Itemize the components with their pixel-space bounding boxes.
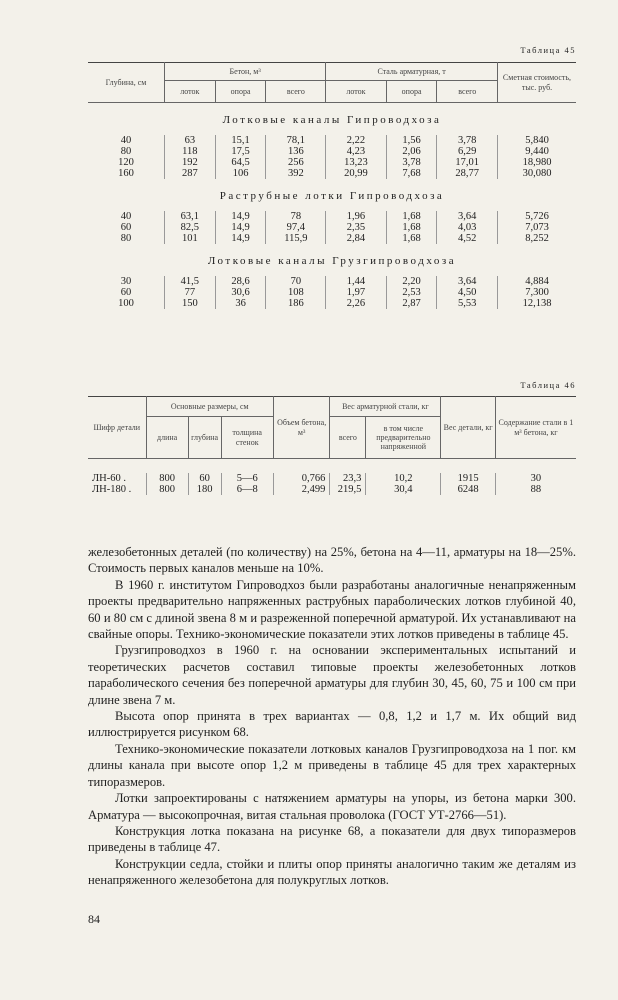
table-cell: 30,4: [366, 484, 441, 495]
table-cell: 7,68: [386, 168, 437, 179]
table-end-spacer: [88, 495, 576, 505]
table-cell: 2,06: [386, 146, 437, 157]
table-cell: 64,5: [215, 157, 266, 168]
paragraph: Технико-экономические показатели лотковых каналов Грузгипроводхоза на 1 пог. км длины канала при высоте опор 1,2 м приведены в таблице 45 для трех характерных типоразмеров.: [88, 741, 576, 789]
table-cell: 800: [146, 473, 188, 484]
table-cell: 7,073: [498, 222, 577, 233]
table-cell: 115,9: [266, 233, 326, 244]
table-cell: 12,138: [498, 298, 577, 309]
table-cell: 3,78: [437, 135, 498, 146]
table-cell: 70: [266, 276, 326, 287]
table-row: [88, 146, 576, 157]
table-cell: 97,4: [266, 222, 326, 233]
table-row: [88, 298, 576, 309]
header-concrete-total: всего: [266, 81, 326, 103]
header-steel-total: всего: [437, 81, 498, 103]
table-cell: 2,20: [386, 276, 437, 287]
table-row: [88, 287, 576, 298]
table-cell: 120: [118, 157, 134, 168]
paragraph: Конструкция лотка показана на рисунке 68, а показатели для двух типоразмеров приведены в таблице 47.: [88, 823, 576, 855]
table-cell: 18,980: [498, 157, 577, 168]
header-volume: Объем бетона, м³: [273, 397, 330, 459]
table-cell: 108: [266, 287, 326, 298]
spacer-row: [88, 459, 576, 474]
table-cell: 2,53: [386, 287, 437, 298]
header-steel-opora: опора: [386, 81, 437, 103]
table-cell: 2,499: [273, 484, 330, 495]
table-cell: 1,68: [386, 222, 437, 233]
table-cell: 5,840: [498, 135, 577, 146]
table-cell: 287: [165, 168, 216, 179]
table-cell: 28,6: [215, 276, 266, 287]
body-text: [88, 544, 576, 889]
table-row: [88, 473, 576, 484]
table-cell: 192: [165, 157, 216, 168]
table-cell: 3,78: [386, 157, 437, 168]
header-part-weight: Вес детали, кг: [441, 397, 495, 459]
table-cell: 6,29: [437, 146, 498, 157]
table-cell: 9,440: [498, 146, 577, 157]
spacer-cell: [88, 459, 576, 474]
table-cell: 101: [165, 233, 216, 244]
paragraph: Высота опор принята в трех вариантах — 0,8, 1,2 и 1,7 м. Их общий вид иллюстрируется рисунком 68.: [88, 709, 576, 740]
header-depth: Глубина, см: [88, 63, 165, 103]
table-row: [88, 484, 576, 495]
table-cell: 10,2: [366, 473, 441, 484]
section-title-row: [88, 244, 576, 276]
table-cell: 2,26: [326, 298, 386, 309]
table-cell: 14,9: [215, 222, 266, 233]
table-cell: 5,726: [498, 211, 577, 222]
table-cell: 180: [188, 484, 221, 495]
table-cell: 256: [266, 157, 326, 168]
section-title: Раструбные лотки Гипроводхоза: [219, 190, 445, 202]
table-cell: ЛН-60 .: [92, 473, 126, 484]
table-46: [88, 396, 576, 505]
table-45: [88, 62, 576, 319]
header-rebar-weight: Вес арматурной стали, кг: [330, 397, 441, 417]
section-title: Лотковые каналы Гипроводхоза: [222, 114, 442, 126]
table-end-row: [88, 309, 576, 319]
table-cell: 40: [120, 135, 132, 146]
table-cell: 4,50: [437, 287, 498, 298]
table-cell: 136: [266, 146, 326, 157]
table-cell: 7,300: [498, 287, 577, 298]
table-cell: 106: [215, 168, 266, 179]
header-concrete: Бетон, м³: [165, 63, 326, 81]
table-cell: 36: [215, 298, 266, 309]
table-cell: 80: [120, 233, 132, 244]
table-cell: 88: [495, 484, 576, 495]
table-cell: 41,5: [165, 276, 216, 287]
table-cell: 160: [118, 168, 134, 179]
table-cell: 30: [120, 276, 132, 287]
header-main-sizes: Основные размеры, см: [146, 397, 273, 417]
table-cell: 800: [146, 484, 188, 495]
table-cell: 20,99: [326, 168, 386, 179]
table-row: [88, 211, 576, 222]
table-cell: 28,77: [437, 168, 498, 179]
table-cell: 13,23: [326, 157, 386, 168]
header-rebar-total: всего: [330, 417, 366, 459]
table-cell: 186: [266, 298, 326, 309]
table-cell: 82,5: [165, 222, 216, 233]
table-cell: 30,6: [215, 287, 266, 298]
header-wall: толщина стенок: [221, 417, 273, 459]
page-number: 84: [88, 912, 100, 926]
paragraph: железобетонных деталей (по количеству) на 25%, бетона на 4—11, арматуры на 18—25%. Стоимость первых каналов меньше на 10%.: [88, 545, 576, 576]
table-cell: 78,1: [266, 135, 326, 146]
header-prestressed: в том числе предварительно напряженной: [366, 417, 441, 459]
table-cell: 17,5: [215, 146, 266, 157]
table-cell: 14,9: [215, 211, 266, 222]
table-cell: 40: [120, 211, 132, 222]
table-cell: 1,68: [386, 233, 437, 244]
table-cell: 2,35: [326, 222, 386, 233]
table-cell: 17,01: [437, 157, 498, 168]
header-concrete-opora: опора: [215, 81, 266, 103]
table-cell: 63,1: [165, 211, 216, 222]
table-cell: 60: [120, 287, 132, 298]
table-cell: 1,96: [326, 211, 386, 222]
table-45-caption: Таблица 45: [520, 45, 576, 55]
table-cell: 1,97: [326, 287, 386, 298]
section-title: Лотковые каналы Грузгипроводхоза: [207, 255, 457, 267]
table-cell: 30,080: [498, 168, 577, 179]
table-cell: 392: [266, 168, 326, 179]
paragraph: Грузгипроводхоз в 1960 г. на основании экспериментальных испытаний и теоретических расчетов составил типовые проекты железобетонных лотков параболического сечения без поперечной арматуры для глубин 30, 45, 60, 75 и 100 см при длине звена 7 м.: [88, 643, 576, 707]
paragraph: Лотки запроектированы с натяжением арматуры на упоры, из бетона марки 300. Арматура — высокопрочная, витая стальная проволока (ГОСТ УТ-2766—51).: [88, 791, 576, 822]
table-46-caption: Таблица 46: [520, 380, 576, 390]
table-cell: 0,766: [273, 473, 330, 484]
table-cell: 4,03: [437, 222, 498, 233]
table-cell: 5,53: [437, 298, 498, 309]
header-steel-content: Содержание стали в 1 м³ бетона, кг: [495, 397, 576, 459]
header-cost: Сметная стоимость, тыс. руб.: [498, 63, 577, 103]
table-cell: 1,56: [386, 135, 437, 146]
table-cell: ЛН-180 .: [92, 484, 132, 495]
table-cell: 3,64: [437, 276, 498, 287]
table-row: [88, 222, 576, 233]
table-cell: 60: [120, 222, 132, 233]
header-code: Шифр детали: [88, 397, 146, 459]
table-cell: 4,884: [498, 276, 577, 287]
table-end-spacer: [88, 309, 576, 319]
table-cell: 63: [165, 135, 216, 146]
table-cell: 4,23: [326, 146, 386, 157]
paragraph: Конструкции седла, стойки и плиты опор приняты аналогично таким же деталям из ненапряженного железобетона для полукруглых лотков.: [88, 856, 576, 888]
section-title-row: [88, 179, 576, 211]
table-cell: 78: [266, 211, 326, 222]
table-cell: 2,22: [326, 135, 386, 146]
table-cell: 1,68: [386, 211, 437, 222]
table-cell: 5—6: [221, 473, 273, 484]
paragraph: В 1960 г. институтом Гипроводхоз были разработаны аналогичные ненапряженным проекты предварительно напряженных раструбных параболических лотков глубиной 40, 60 и 80 см с длиной звена 8 м и разреженной поперечной арматурой. Их устанавливают на свайные опоры. Технико-экономические показатели этих лотков приведены в таблице 45.: [88, 577, 576, 642]
table-end-row: [88, 495, 576, 505]
table-cell: 4,52: [437, 233, 498, 244]
table-cell: 150: [165, 298, 216, 309]
table-cell: 2,87: [386, 298, 437, 309]
table-cell: 2,84: [326, 233, 386, 244]
table-row: [88, 168, 576, 179]
table-row: [88, 276, 576, 287]
table-cell: 23,3: [330, 473, 366, 484]
table-cell: 8,252: [498, 233, 577, 244]
table-cell: 80: [120, 146, 132, 157]
table-cell: 60: [188, 473, 221, 484]
header-concrete-lotok: лоток: [165, 81, 216, 103]
table-46-body: [88, 459, 576, 506]
table-45-body: [88, 103, 576, 320]
header-length: длина: [146, 417, 188, 459]
table-cell: 6—8: [221, 484, 273, 495]
table-cell: 6248: [441, 484, 495, 495]
table-cell: 3,64: [437, 211, 498, 222]
table-cell: 1915: [441, 473, 495, 484]
header-steel-lotok: лоток: [326, 81, 386, 103]
table-cell: 118: [165, 146, 216, 157]
table-cell: 30: [495, 473, 576, 484]
table-cell: 100: [118, 298, 134, 309]
table-cell: 1,44: [326, 276, 386, 287]
section-title-row: [88, 103, 576, 136]
table-cell: 15,1: [215, 135, 266, 146]
table-row: [88, 233, 576, 244]
table-row: [88, 157, 576, 168]
table-cell: 14,9: [215, 233, 266, 244]
table-row: [88, 135, 576, 146]
table-cell: 77: [165, 287, 216, 298]
table-cell: 219,5: [330, 484, 366, 495]
header-sub-depth: глубина: [188, 417, 221, 459]
header-steel: Сталь арматурная, т: [326, 63, 498, 81]
